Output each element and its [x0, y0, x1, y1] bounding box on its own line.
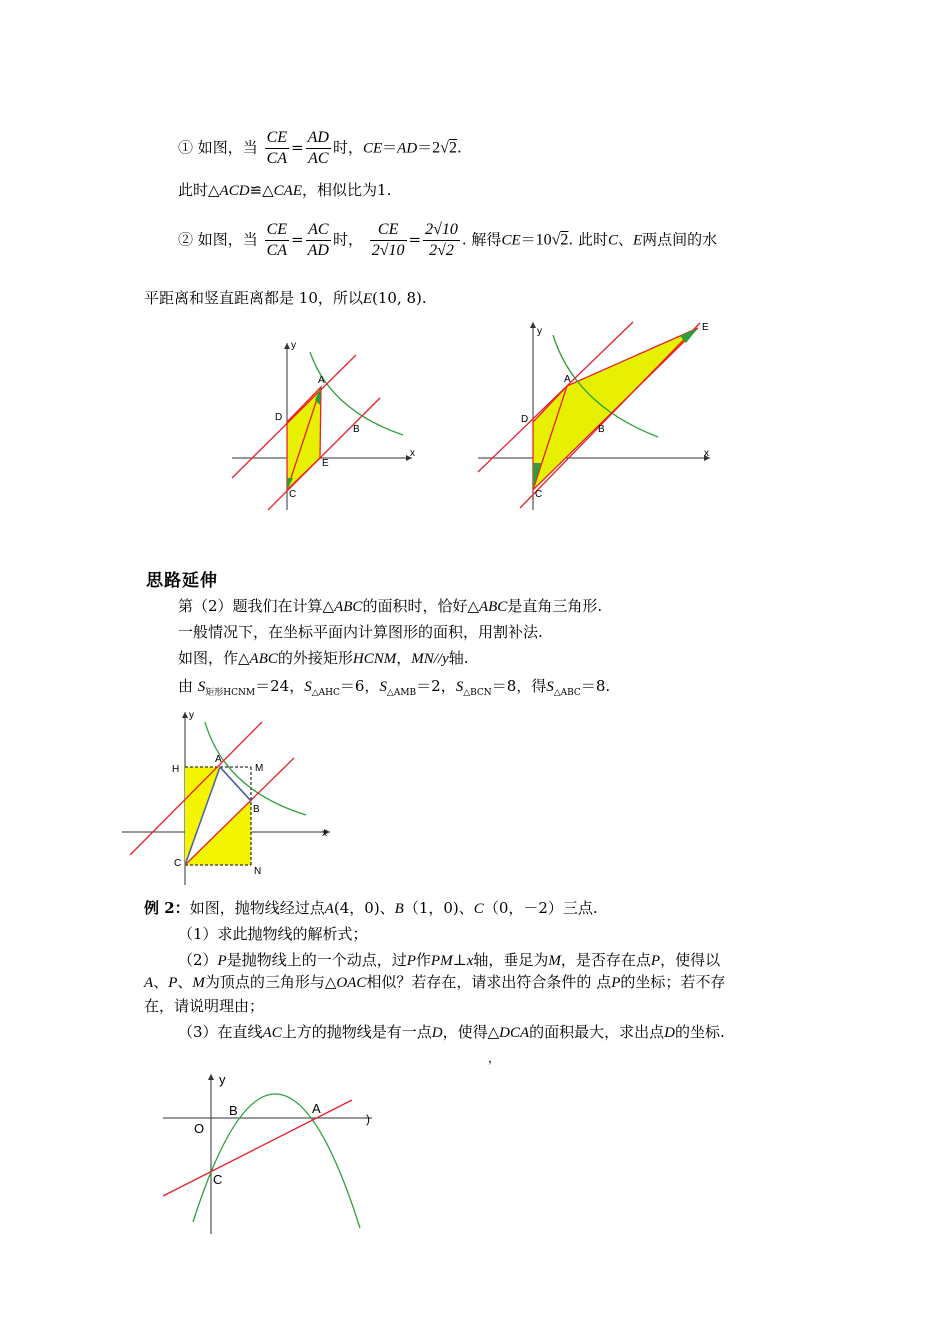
var-e: E	[362, 291, 373, 307]
case1b-line	[178, 180, 391, 201]
ex2-q3	[178, 1022, 725, 1043]
equals: ＝	[520, 230, 536, 249]
fraction-ce-2sqrt10	[370, 220, 407, 261]
label-c: C	[535, 489, 543, 500]
tri-abc: ABC	[249, 651, 278, 667]
case1-line	[178, 128, 462, 169]
equals: ＝	[417, 138, 433, 157]
label-y: y	[219, 1072, 226, 1087]
frac-den: 2√10	[371, 242, 405, 259]
area-s: S	[197, 679, 206, 695]
sep: 、	[153, 973, 169, 991]
text: . 解得	[461, 230, 502, 249]
label-c: C	[174, 858, 182, 869]
label-m: M	[255, 763, 264, 774]
frac-num: 2√10	[423, 220, 460, 241]
area-sub: △ABC	[553, 688, 581, 698]
text: 为顶点的三角形与△	[204, 973, 337, 991]
equals: ＝	[382, 138, 398, 157]
text: 如图，作△	[178, 649, 250, 667]
text: 时，	[332, 230, 363, 249]
figure-case1	[225, 335, 425, 515]
var-m: M	[192, 975, 205, 991]
text: 的面积最大，求出点	[529, 1023, 665, 1041]
text: ，是否存在点	[560, 951, 651, 969]
coef: 2	[371, 242, 380, 259]
label-y: y	[189, 710, 194, 721]
label-b: B	[253, 804, 260, 815]
var-d: D	[431, 1025, 443, 1041]
text: ，	[396, 649, 412, 667]
text: 相似？若存在，请求出符合条件的 点	[366, 973, 612, 991]
var-c: C	[607, 232, 618, 249]
label-a: A	[318, 375, 325, 386]
figure-parabola	[158, 1068, 378, 1238]
coords: （1，0)、	[403, 899, 474, 917]
label-b: B	[598, 424, 605, 435]
area-value: ＝2，	[416, 677, 456, 695]
var-p: P	[406, 953, 416, 969]
congruent-symbol: ≌△	[249, 181, 274, 199]
radicand: 10	[388, 242, 405, 259]
label-c: C	[289, 489, 297, 500]
ex2-q2	[178, 950, 720, 971]
var-ac: AC	[262, 1025, 282, 1041]
ext-p4	[178, 676, 610, 703]
var-c: C	[473, 901, 484, 917]
fraction-ce-ca	[265, 128, 289, 169]
label-x: x	[704, 448, 709, 459]
sqrt-value: 10√2	[535, 231, 569, 249]
text: 轴.	[448, 649, 469, 667]
case1-marker: ①	[178, 138, 194, 157]
frac-den: 2√2	[429, 242, 454, 259]
radicand: 2	[445, 242, 454, 259]
fraction-ce-ca	[265, 220, 289, 261]
var-a: A	[324, 901, 334, 917]
period: .	[456, 138, 462, 157]
y-axis-arrow	[208, 1074, 214, 1080]
label-d: D	[275, 412, 283, 423]
area-s: S	[379, 679, 387, 695]
ex2-q2-line2	[144, 972, 725, 993]
text: ，相似比为	[302, 181, 378, 199]
figure-case2	[475, 315, 715, 515]
var-x: x	[466, 953, 474, 969]
label-e: E	[322, 458, 329, 469]
coords: (4，0)、	[333, 899, 395, 917]
text: 的外接矩形	[277, 649, 353, 667]
var-p: P	[650, 953, 661, 969]
fraction-ad-ac	[306, 128, 331, 169]
frac-den: AD	[307, 242, 329, 259]
stray-mark: ，	[488, 1051, 501, 1065]
label-d: D	[521, 414, 529, 425]
frac-den: CA	[266, 242, 288, 259]
coef: 10	[535, 231, 552, 249]
area-value: ＝24，	[255, 677, 305, 695]
perp: ⊥	[452, 951, 467, 969]
area-s: S	[455, 679, 464, 695]
var-ad: AD	[397, 140, 418, 157]
ratio-value: 1	[377, 181, 387, 199]
example-label: 例 2	[144, 899, 175, 917]
case2-line	[178, 220, 717, 261]
y-axis-arrow	[530, 322, 536, 328]
label-y: y	[537, 326, 542, 337]
mn-parallel-y: MN//y	[411, 651, 449, 667]
area-sub: 矩形HCNM	[205, 688, 256, 698]
hyperbola	[310, 352, 403, 435]
label-x: x	[410, 448, 415, 459]
area-s: S	[304, 679, 312, 695]
ex2-q2-line3: 在，请说明理由；	[144, 997, 265, 1015]
ex2-q1: （1）求此抛物线的解析式；	[178, 925, 368, 943]
figure-rectangle	[118, 708, 338, 888]
var-m: M	[548, 953, 561, 969]
var-p: P	[611, 975, 621, 991]
tri-dca: DCA	[499, 1025, 530, 1041]
label-e: E	[702, 322, 709, 333]
area-s: S	[546, 679, 554, 695]
label-b: B	[229, 1103, 238, 1118]
var-p: P	[168, 975, 178, 991]
frac-den: AC	[308, 150, 329, 167]
period: .	[421, 289, 427, 307]
y-axis-arrow	[284, 343, 290, 349]
case2-marker: ②	[178, 230, 194, 249]
ext-p3	[178, 648, 469, 669]
period: .	[386, 181, 392, 199]
case2b-line	[144, 288, 427, 309]
text: 上方的抛物线是有一点	[281, 1023, 432, 1041]
text: 如图，抛物线经过点	[189, 899, 325, 917]
coords: （0，－2）三点.	[483, 899, 598, 917]
text: . 此时	[568, 230, 608, 249]
text: 由	[178, 677, 194, 695]
label-a: A	[564, 374, 571, 385]
text: ，使得以	[660, 951, 721, 969]
text: 的坐标；若不存	[620, 973, 726, 991]
text: 作	[415, 951, 431, 969]
text: 的面积时，恰好△	[362, 597, 479, 615]
fraction-2sqrt10-2sqrt2	[423, 220, 460, 261]
rect-hcnm: HCNM	[352, 651, 397, 667]
text: （2）	[178, 951, 218, 969]
ext-p2: 一般情况下，在坐标平面内计算图形的面积，用割补法.	[178, 623, 543, 641]
frac-num: AC	[306, 220, 331, 241]
label-y: y	[291, 340, 296, 351]
area-value: ＝8，得	[491, 677, 547, 695]
var-e: E	[632, 232, 643, 249]
fraction-ac-ad	[306, 220, 331, 261]
equals: =	[291, 138, 304, 157]
var-p: P	[217, 953, 227, 969]
frac-num: CE	[265, 220, 289, 241]
label-b: B	[353, 424, 360, 435]
parabola	[193, 1094, 360, 1228]
radicand: 2	[560, 231, 569, 249]
frac-num: CE	[370, 220, 407, 241]
case1-intro: 如图，当	[197, 138, 258, 157]
ex2-intro	[144, 898, 598, 919]
coef: 2	[425, 221, 434, 238]
coef: 2	[432, 139, 441, 157]
coef: 2	[429, 242, 438, 259]
text: 第（2）题我们在计算△	[178, 597, 335, 615]
text: ，使得△	[442, 1023, 500, 1041]
tri-abc: ABC	[478, 599, 508, 615]
area-sub: △AHC	[311, 688, 340, 698]
var-a: A	[144, 975, 154, 991]
frac-den: CA	[266, 150, 288, 167]
sep: 、	[177, 973, 193, 991]
text: 此时△	[178, 181, 220, 199]
area-sub: △AMB	[386, 688, 417, 698]
separator: 、	[617, 230, 633, 249]
text: 两点间的水	[642, 230, 718, 249]
frac-num: AD	[306, 128, 331, 149]
tri-acd: ACD	[219, 183, 250, 199]
area-value: ＝6，	[339, 677, 380, 695]
line-ce	[268, 398, 380, 510]
equals: =	[408, 230, 422, 249]
sqrt-value: 2√2	[432, 139, 457, 157]
var-d: D	[664, 1025, 675, 1041]
section-heading: 思路延伸	[146, 571, 218, 591]
label-h: H	[172, 764, 180, 775]
coords: (10, 8)	[372, 289, 422, 307]
y-axis-arrow	[182, 712, 188, 718]
case2-intro: 如图，当	[197, 230, 258, 249]
area-value: ＝8.	[580, 677, 611, 695]
text: 是抛物线上的一个动点，过	[226, 951, 407, 969]
label-o: O	[194, 1121, 205, 1136]
tri-oac: OAC	[336, 975, 367, 991]
ext-p1	[178, 596, 602, 617]
label-n: N	[254, 866, 262, 877]
label-a: A	[312, 1101, 321, 1116]
var-ce: CE	[501, 232, 521, 249]
text: 平距离和竖直距离都是 10，所以	[144, 289, 363, 307]
text: 是直角三角形.	[507, 597, 603, 615]
var-b: B	[394, 901, 404, 917]
label-x: )	[366, 1112, 370, 1126]
frac-num: CE	[265, 128, 289, 149]
colon: ：	[174, 899, 190, 917]
label-c: C	[213, 1172, 223, 1187]
line-ac	[163, 1100, 352, 1196]
radicand: 2	[448, 139, 457, 157]
label-x: x	[322, 828, 327, 839]
label-a: A	[215, 754, 222, 765]
var-pm: PM	[430, 953, 453, 969]
var-ce: CE	[362, 140, 383, 157]
text: 的坐标.	[674, 1023, 725, 1041]
tri-abc: ABC	[334, 599, 363, 615]
tri-cae: CAE	[273, 183, 302, 199]
text: 轴，垂足为	[473, 951, 549, 969]
radicand: 10	[441, 221, 458, 238]
text: 时，	[332, 138, 363, 157]
area-sub: △BCN	[463, 688, 492, 698]
text: （3）在直线	[178, 1023, 263, 1041]
equals: =	[291, 230, 304, 249]
